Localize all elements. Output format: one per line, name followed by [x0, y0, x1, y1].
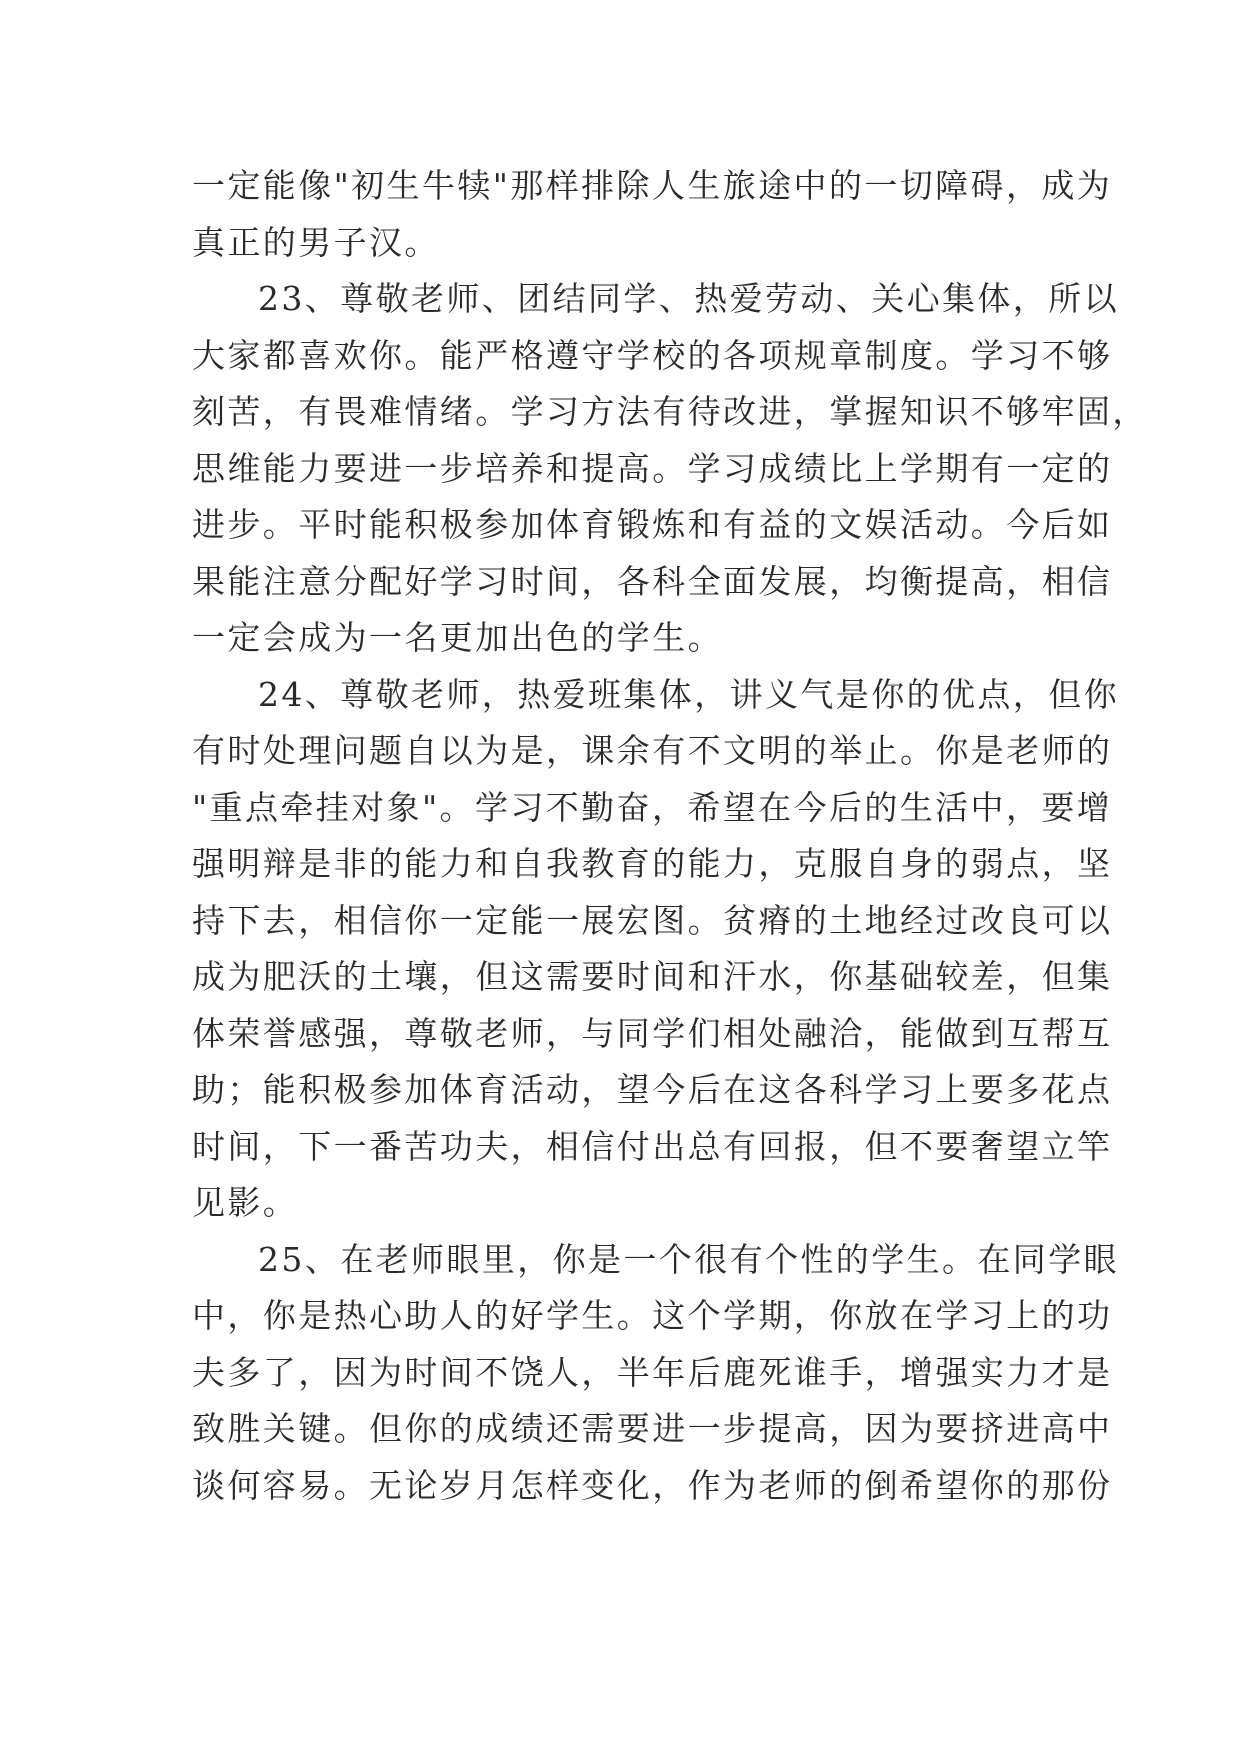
paragraph-p-24: [192, 667, 1119, 1232]
text-line: 一定能像"初生牛犊"那样排除人生旅途中的一切障碍，成为: [192, 166, 1113, 205]
text-line: 进步。平时能积极参加体育锻炼和有益的文娱活动。今后如: [192, 505, 1113, 544]
text-line: 体荣誉感强，尊敬老师，与同学们相处融洽，能做到互帮互: [192, 1013, 1113, 1053]
text-line: 成为肥沃的土壤，但这需要时间和汗水，你基础较差，但集: [192, 957, 1113, 996]
text-line: 谈何容易。无论岁月怎样变化，作为老师的倒希望你的那份: [192, 1465, 1113, 1505]
text-line: 24、尊敬老师，热爱班集体，讲义气是你的优点，但你: [258, 674, 1119, 714]
text-line: 见影。: [192, 1183, 299, 1222]
text-line: "重点牵挂对象"。学习不勤奋，希望在今后的生活中，要增: [192, 787, 1113, 827]
text-line: 真正的男子汉。: [192, 222, 440, 262]
text-line: 23、尊敬老师、团结同学、热爱劳动、关心集体，所以: [258, 279, 1119, 318]
paragraph-p-23: [192, 271, 1148, 667]
paragraph-p-cont: [192, 158, 1113, 271]
text-line: 强明辩是非的能力和自我教育的能力，克服自身的弱点，坚: [192, 844, 1113, 883]
text-line: 持下去，相信你一定能一展宏图。贫瘠的土地经过改良可以: [192, 900, 1113, 940]
text-line: 夫多了，因为时间不饶人，半年后鹿死谁手，增强实力才是: [192, 1352, 1113, 1392]
text-line: 致胜关键。但你的成绩还需要进一步提高，因为要挤进高中: [192, 1409, 1113, 1448]
text-line: 25、在老师眼里，你是一个很有个性的学生。在同学眼: [258, 1239, 1119, 1279]
text-line: 中，你是热心助人的好学生。这个学期，你放在学习上的功: [192, 1296, 1113, 1335]
text-line: 大家都喜欢你。能严格遵守学校的各项规章制度。学习不够: [192, 335, 1113, 375]
text-line: 时间，下一番苦功夫，相信付出总有回报，但不要奢望立竿: [192, 1126, 1113, 1166]
text-line: 有时处理问题自以为是，课余有不文明的举止。你是老师的: [192, 731, 1113, 770]
text-line: 思维能力要进一步培养和提高。学习成绩比上学期有一定的: [192, 448, 1113, 488]
paragraph-p-25: [192, 1232, 1119, 1515]
text-line: 果能注意分配好学习时间，各科全面发展，均衡提高，相信: [192, 561, 1113, 601]
text-line: 助；能积极参加体育活动，望今后在这各科学习上要多花点: [192, 1070, 1113, 1109]
document-body: [192, 158, 1148, 1514]
text-line: 刻苦，有畏难情绪。学习方法有待改进，掌握知识不够牢固，: [192, 392, 1148, 431]
text-line: 一定会成为一名更加出色的学生。: [192, 618, 723, 657]
